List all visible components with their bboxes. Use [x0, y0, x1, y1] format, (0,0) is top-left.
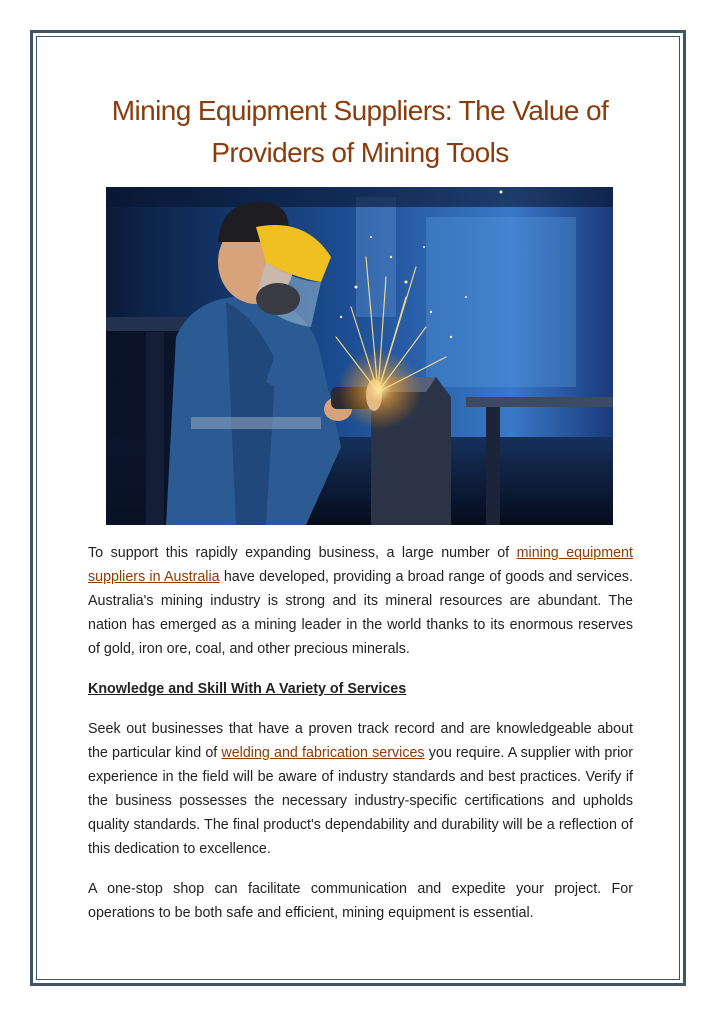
mining-equipment-suppliers-link[interactable]: mining equipment suppliers in Australia	[88, 545, 633, 585]
knowledge-paragraph	[88, 717, 633, 861]
hero-image	[106, 187, 613, 525]
knowledge-text-before: Seek out businesses that have a proven track record and are knowledgeable about the particular kind of	[88, 721, 633, 761]
intro-text-after: have developed, providing a broad range of goods and services. Australia's mining industry is strong and its mineral resources are abundant. The nation has emerged as a mining leader in the world thanks to its enormous reserves of gold, iron ore, coal, and other precious minerals.	[88, 569, 634, 657]
page-title	[60, 90, 660, 174]
intro-text-before: To support this rapidly expanding business, a large number of	[88, 545, 517, 561]
welder-grinding-sparks-photo	[106, 187, 613, 525]
title-line-1: Mining Equipment Suppliers: The Value of	[111, 95, 609, 126]
section-heading: Knowledge and Skill With A Variety of Services	[88, 681, 407, 697]
welding-fabrication-link[interactable]: welding and fabrication services	[221, 745, 425, 761]
title-line-2: Providers of Mining Tools	[211, 137, 509, 168]
intro-paragraph	[88, 541, 633, 661]
one-stop-paragraph: A one-stop shop can facilitate communication and expedite your project. For operations to be both safe and efficient, mining equipment is essential.	[88, 881, 633, 921]
knowledge-text-after: you require. A supplier with prior experience in the field will be aware of industry standards and best practices. Verify if the business possesses the necessary industry-specific certifications and upholds quality standards. The final product's dependability and durability will be a reflection of this dedication to excellence.	[88, 745, 634, 857]
